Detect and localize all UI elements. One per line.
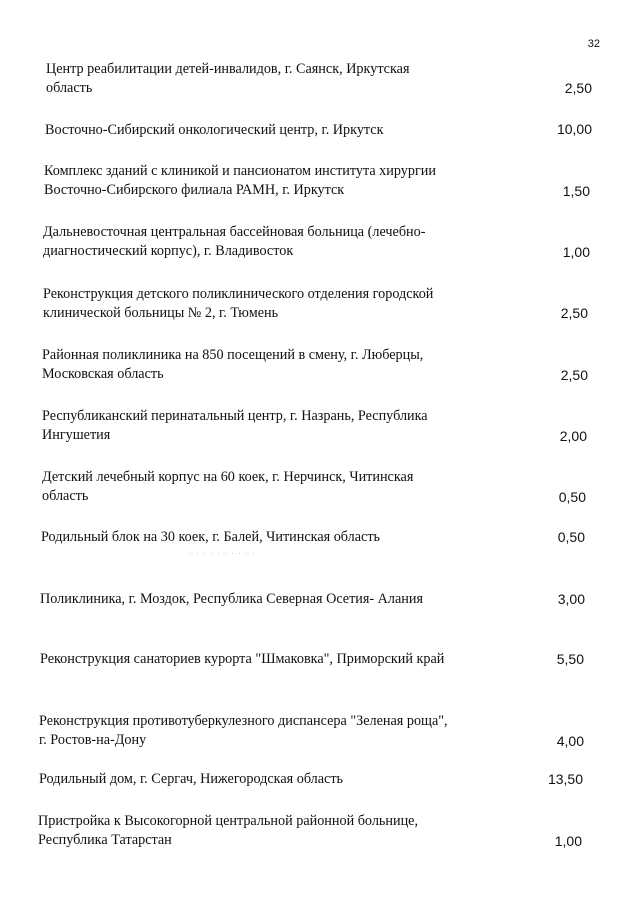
page-number: 32 [587, 38, 600, 50]
entry-amount: 1,50 [562, 183, 590, 199]
entry-description: Реконструкция детского поликлинического отделения городской клинической больницы № 2, г. Тюмень [43, 286, 434, 321]
entry-amount: 2,50 [564, 80, 592, 96]
entry-description: Центр реабилитации детей-инвалидов, г. Саянск, Иркутская область [46, 61, 410, 96]
entry-amount: 1,00 [562, 244, 590, 260]
entry-amount: 2,50 [560, 305, 588, 321]
entry-amount: 2,00 [559, 428, 587, 444]
entry-description: Детский лечебный корпус на 60 коек, г. Нерчинск, Читинская область [42, 469, 414, 504]
entry-description: Поликлиника, г. Моздок, Республика Северная Осетия- Алания [40, 591, 424, 607]
entry-description: Комплекс зданий с клиникой и пансионатом института хирургии Восточно-Сибирского филиала РАМН, г. Иркутск [44, 163, 436, 198]
entry-amount: 0,50 [558, 489, 586, 505]
entry-description: Районная поликлиника на 850 посещений в смену, г. Люберцы, Московская область [42, 347, 424, 382]
entry-amount: 2,50 [560, 367, 588, 383]
entry-amount: 3,00 [557, 591, 585, 607]
entry-amount: 0,50 [557, 529, 585, 545]
entry-amount: 13,50 [547, 771, 583, 787]
entry-amount: 10,00 [556, 121, 592, 137]
scan-speck [190, 553, 260, 554]
entry-amount: 1,00 [554, 833, 582, 849]
entry-description: Пристройка к Высокогорной центральной районной больнице, Республика Татарстан [38, 813, 419, 848]
entry-amount: 5,50 [556, 651, 584, 667]
entry-description: Республиканский перинатальный центр, г. Назрань, Республика Ингушетия [42, 408, 428, 443]
entry-description: Реконструкция противотуберкулезного диспансера "Зеленая роща", г. Ростов-на-Дону [39, 713, 448, 748]
entry-amount: 4,00 [556, 733, 584, 749]
entry-description: Родильный дом, г. Сергач, Нижегородская область [39, 771, 344, 787]
entry-description: Родильный блок на 30 коек, г. Балей, Читинская область [41, 529, 381, 545]
entry-description: Дальневосточная центральная бассейновая больница (лечебно- диагностический корпус), г. Владивосток [43, 224, 426, 259]
entry-description: Реконструкция санаториев курорта "Шмаковка", Приморский край [40, 651, 445, 667]
entry-description: Восточно-Сибирский онкологический центр, г. Иркутск [45, 122, 384, 138]
